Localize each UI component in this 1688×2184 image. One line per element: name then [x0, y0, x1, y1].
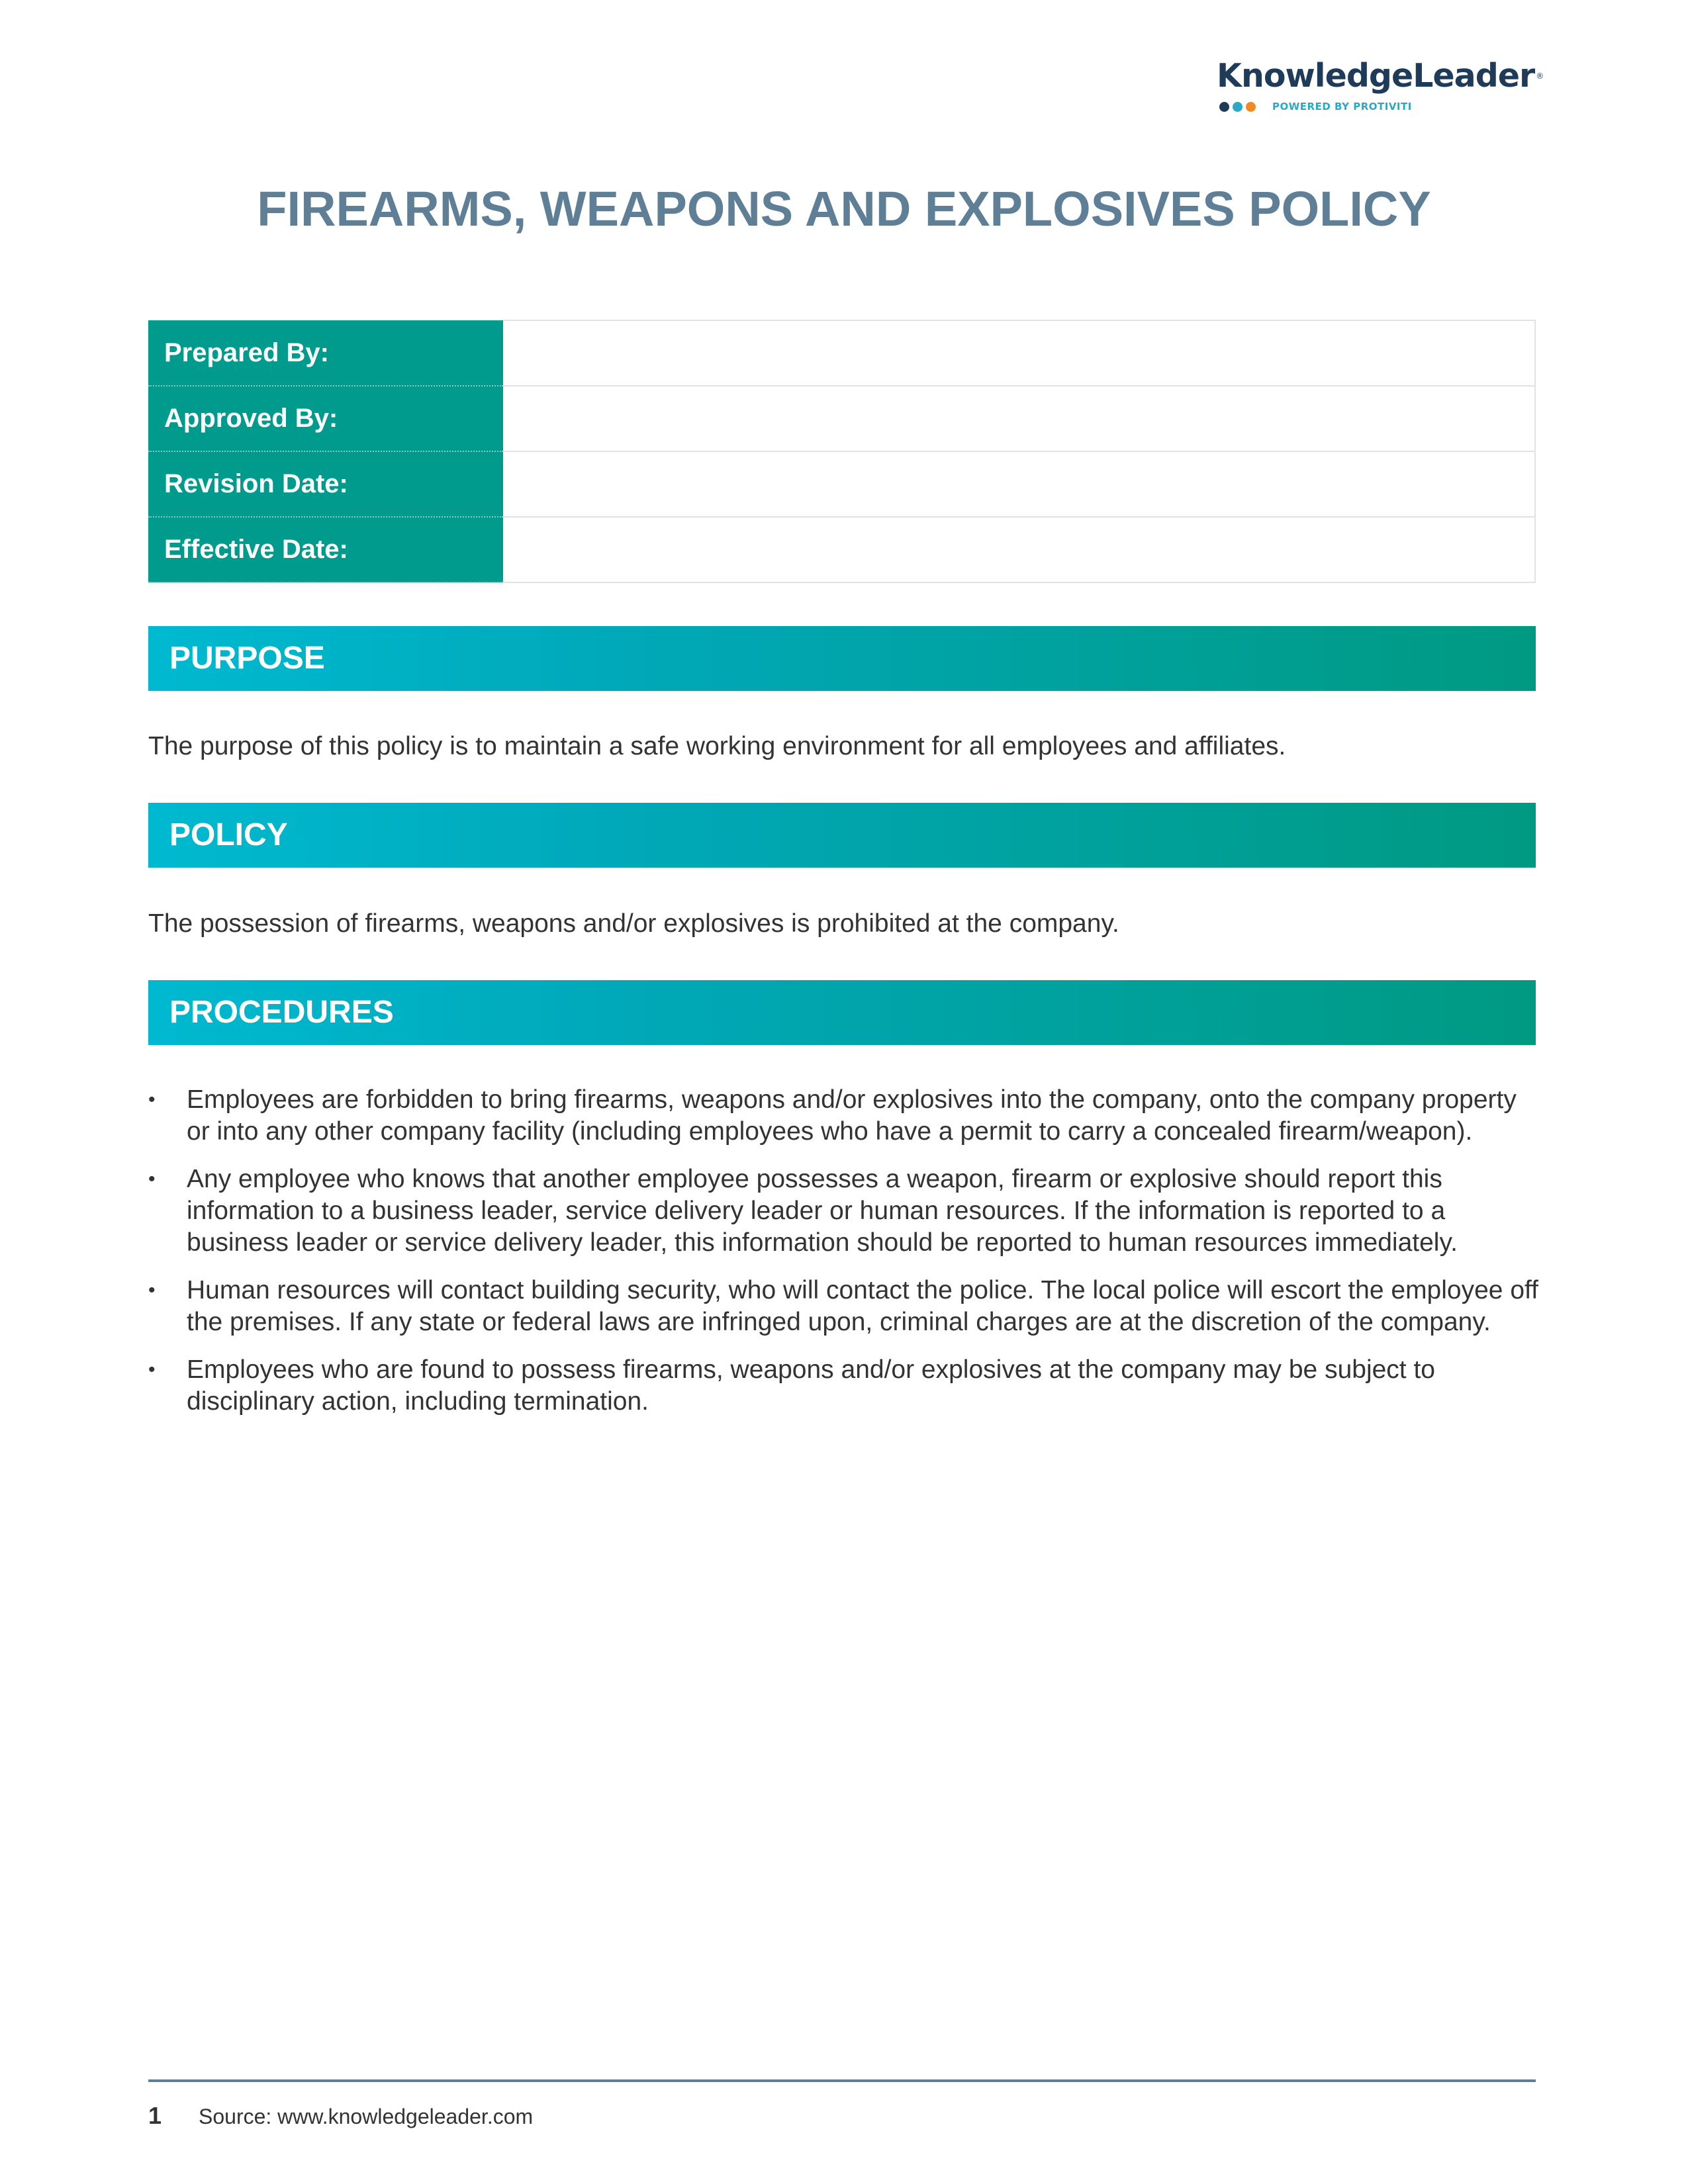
list-item-text: Human resources will contact building security, who will contact the police. The local police will escort the employee off the premises. If any state or federal laws are infringed upon, criminal charges are at the discretion of the company. — [187, 1276, 1538, 1336]
list-item — [148, 1354, 1545, 1418]
document-title: FIREARMS, WEAPONS AND EXPLOSIVES POLICY — [257, 181, 1431, 236]
list-item-text: Any employee who knows that another employee possesses a weapon, firearm or explosive should report this information to a business leader, service delivery leader or human resources. If the information is reported to a business leader or service delivery leader, this information should be reported to human resources immediately. — [187, 1165, 1458, 1257]
info-label: Revision Date: — [148, 451, 503, 517]
bullet-icon: • — [148, 1168, 156, 1190]
info-value-field — [503, 451, 1535, 517]
bullet-icon: • — [148, 1359, 156, 1381]
info-value-field — [503, 386, 1535, 451]
logo-dot-1 — [1219, 102, 1229, 112]
bullet-icon: • — [148, 1279, 156, 1301]
info-row-prepared-by — [148, 320, 1535, 386]
procedures-list — [148, 1084, 1545, 1433]
info-label: Approved By: — [148, 386, 503, 451]
document-info-table — [148, 320, 1536, 583]
section-heading-procedures: PROCEDURES — [148, 980, 1536, 1045]
footer-divider — [148, 2079, 1536, 2082]
info-value-field — [503, 517, 1535, 582]
logo-tagline: POWERED BY PROTIVITI — [1272, 101, 1412, 113]
info-value-field — [503, 320, 1535, 386]
logo-dot-2 — [1233, 102, 1243, 112]
info-row-approved-by — [148, 386, 1535, 451]
info-label: Prepared By: — [148, 320, 503, 386]
list-item — [148, 1163, 1545, 1259]
purpose-text: The purpose of this policy is to maintain a safe working environment for all employees and affiliates. — [148, 732, 1286, 760]
info-label: Effective Date: — [148, 517, 503, 582]
policy-text: The possession of firearms, weapons and/or explosives is prohibited at the company. — [148, 909, 1119, 938]
logo-subline — [1217, 101, 1541, 113]
list-item — [148, 1275, 1545, 1338]
info-row-revision-date — [148, 451, 1535, 517]
footer-source: Source: www.knowledgeleader.com — [199, 2105, 534, 2128]
list-item-text: Employees who are found to possess firearms, weapons and/or explosives at the company may be subject to disciplinary action, including termination. — [187, 1355, 1435, 1416]
logo-dot-3 — [1246, 102, 1256, 112]
list-item-text: Employees are forbidden to bring firearms, weapons and/or explosives into the company, onto the company property or into any other company facility (including employees who have a permit to carry a concealed firearm/weapon). — [187, 1085, 1517, 1146]
page-number: 1 — [148, 2102, 162, 2129]
section-heading-policy: POLICY — [148, 803, 1536, 868]
logo-name-text: KnowledgeLeader — [1217, 57, 1535, 95]
logo-wordmark — [1217, 57, 1544, 95]
bullet-icon: • — [148, 1089, 156, 1111]
info-row-effective-date — [148, 517, 1535, 582]
section-heading-purpose: PURPOSE — [148, 626, 1536, 691]
list-item — [148, 1084, 1545, 1148]
logo-registered-mark: ® — [1536, 71, 1544, 81]
logo-dots-icon — [1219, 102, 1256, 112]
knowledgeleader-logo — [1217, 57, 1544, 113]
